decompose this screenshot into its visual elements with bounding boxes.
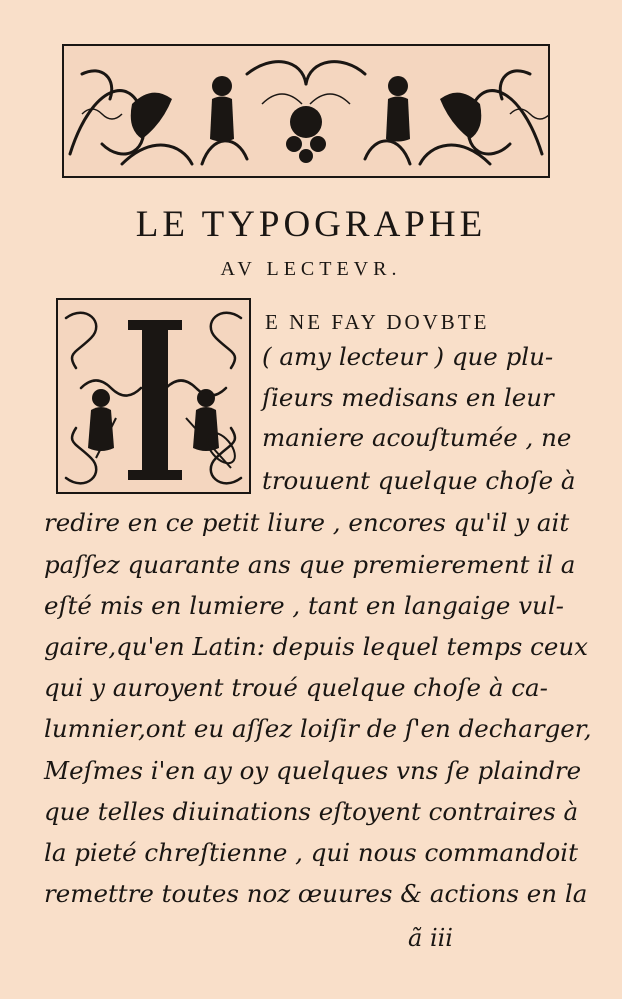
signature-mark: ã iii [408, 924, 453, 952]
body-line-8: eſté mis en lumiere , tant en langaige vul- [44, 591, 564, 620]
body-line-4: maniere acouſtumée , ne [262, 423, 572, 452]
decorative-headpiece-icon [62, 44, 550, 178]
body-line-5: trouuent quelque choſe à [262, 466, 576, 495]
body-line-14: la pieté chreſtienne , qui nous commandoit [44, 838, 578, 867]
body-line-15: remettre toutes noz œuures & actions en la [44, 879, 588, 908]
body-line-9: gaire,qu'en Latin: depuis lequel temps ceux [44, 632, 588, 661]
body-line-13: que telles diuinations eſtoyent contraires à [44, 797, 579, 826]
body-line-6: redire en ce petit liure , encores qu'il y ait [44, 508, 570, 537]
body-line-10: qui y auroyent troué quelque choſe à ca- [44, 673, 548, 702]
page-title: LE TYPOGRAPHE [135, 204, 487, 245]
body-line-7: paſſez quarante ans que premierement il a [44, 550, 576, 579]
body-line-3: ſieurs medisans en leur [262, 383, 554, 412]
body-line-2: ( amy lecteur ) que plu- [262, 342, 554, 371]
page-subtitle: AV LECTEVR. [220, 258, 402, 280]
body-line-11: lumnier,ont eu aſſez loiſir de ſ'en decharger, [44, 714, 592, 743]
body-line-1: E NE FAY DOVBTE [265, 310, 490, 334]
body-line-12: Meſmes i'en ay oy quelques vns ſe plaindre [44, 756, 582, 785]
ornamental-initial-icon [56, 298, 251, 494]
